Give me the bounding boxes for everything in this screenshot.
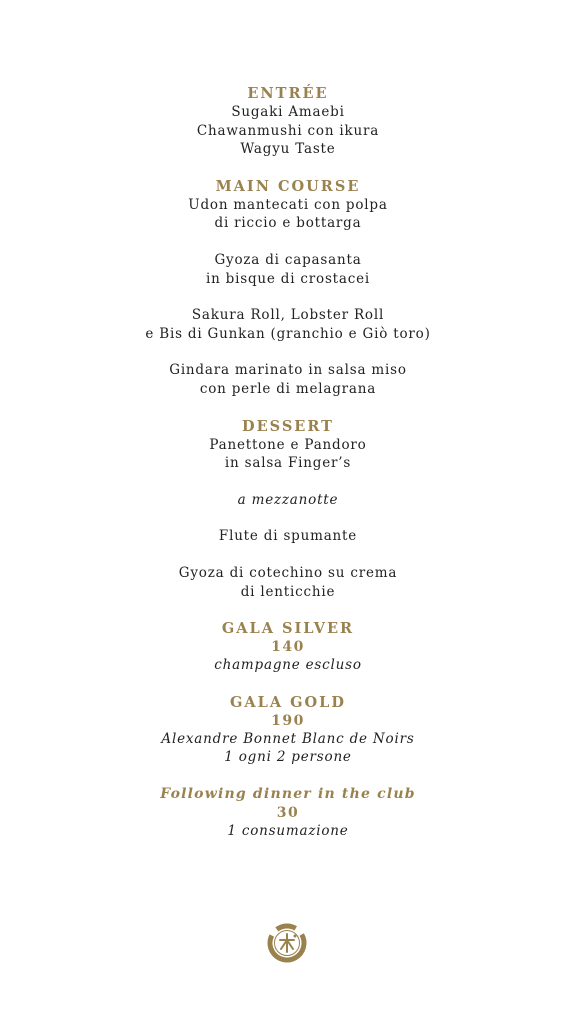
midnight-item: di lenticchie [240, 583, 336, 600]
entree-item: Sugaki Amaebi [231, 104, 345, 120]
gala-gold-price: 190 [271, 712, 305, 729]
main-dish-line: Gyoza di capasanta [214, 251, 362, 268]
main-dish-line: e Bis di Gunkan (granchio e Giò toro) [145, 325, 431, 342]
entree-item: Chawanmushi con ikura [196, 122, 380, 139]
section-title-dessert: DESSERT [242, 417, 334, 435]
gala-silver-price: 140 [271, 639, 305, 656]
dessert-line: in salsa Finger’s [224, 455, 352, 472]
gala-gold-note: Alexandre Bonnet Blanc de Noirs [161, 730, 415, 747]
gala-gold-note: 1 ogni 2 persone [224, 749, 352, 766]
section-title-main-course: MAIN COURSE [215, 177, 361, 195]
gala-silver-note: champagne escluso [214, 657, 362, 674]
main-dish-line: con perle di melagrana [199, 380, 377, 397]
section-dessert [0, 417, 576, 473]
section-title-entree: ENTRÉE [247, 85, 329, 102]
club-note: 1 consumazione [227, 822, 349, 839]
gala-silver-title: GALA SILVER [221, 620, 355, 638]
entree-item: Wagyu Taste [240, 141, 336, 158]
gala-gold-title: GALA GOLD [230, 693, 346, 711]
midnight-item: Gyoza di cotechino su crema [178, 564, 398, 581]
main-dish-line: Sakura Roll, Lobster Roll [191, 307, 385, 324]
section-midnight [0, 491, 576, 601]
section-entree [0, 84, 576, 159]
finger-emblem-icon [266, 922, 308, 964]
section-main-course [0, 177, 576, 399]
section-gala-silver [0, 619, 576, 675]
dessert-line: Panettone e Pandoro [209, 436, 367, 453]
club-price: 30 [276, 804, 300, 821]
section-gala-gold [0, 693, 576, 767]
section-club [0, 785, 576, 841]
main-dish-line: in bisque di crostacei [205, 270, 371, 287]
main-dish-line: di riccio e bottarga [214, 215, 362, 232]
main-dish-line: Udon mantecati con polpa [188, 196, 388, 213]
main-dish-line: Gindara marinato in salsa miso [169, 362, 407, 379]
menu [0, 84, 576, 840]
midnight-item: Flute di spumante [218, 528, 358, 545]
club-title: Following dinner in the club [160, 785, 416, 802]
midnight-label: a mezzanotte [237, 491, 339, 508]
